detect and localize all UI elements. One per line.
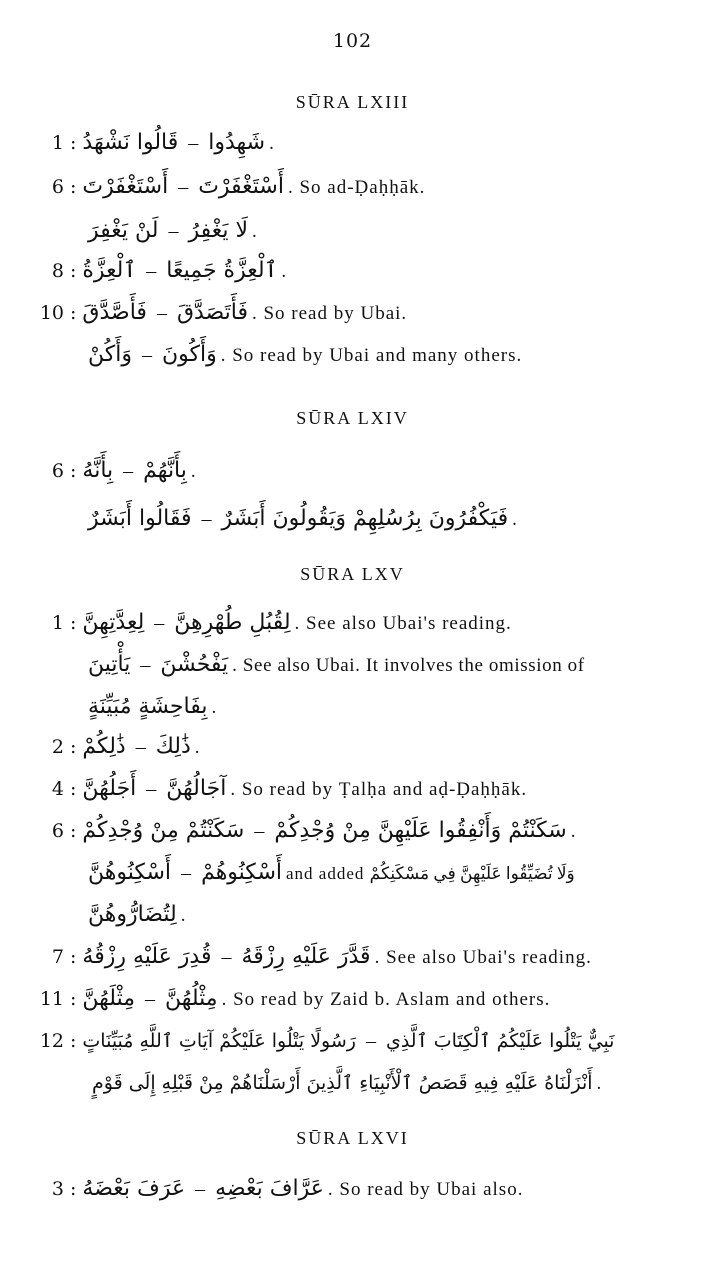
verse-number: 1 <box>51 132 64 154</box>
standard-reading: أَسْتَغْفَرْتَ <box>198 174 284 199</box>
entry-line: لَنْ يَغْفِرَ – لَا يَغْفِرُ . <box>88 218 258 243</box>
entry-note: . <box>194 737 201 758</box>
section-heading: SŪRA LXIV <box>296 408 409 428</box>
verse-number: 12 <box>39 1030 64 1052</box>
entry-line <box>92 1072 602 1095</box>
entry-note: . So ad-Ḍaḥḥāk. <box>287 177 426 198</box>
standard-reading: بِفَاحِشَةٍ مُبَيِّنَةٍ <box>88 694 208 719</box>
standard-reading: بِأَنَّهُمْ <box>143 458 187 483</box>
variant-reading: وَأَكُنْ <box>88 342 132 367</box>
standard-reading: وَأَكُونَ <box>161 342 217 367</box>
entry-line: يَأْتِينَ – يَفْحُشْنَ . See also Ubai. It involves the omission of <box>88 652 585 677</box>
verse-number: 10 <box>39 302 64 324</box>
variant-reading: رَسُولًا يَتْلُوا عَلَيْكُمْ آيَاتِ ٱللَّهِ مُبَيِّنَاتٍ <box>82 1030 356 1052</box>
entry-note: . <box>180 905 187 926</box>
entry-line: 8 : ٱلْعِزَّةُ – ٱلْعِزَّةُ جَمِيعًا . <box>28 258 287 283</box>
entry-note: . See also Ubai's reading. <box>294 613 512 634</box>
section-heading: SŪRA LXVI <box>296 1128 409 1148</box>
variant-reading: أَسْكِنُوهُنَّ <box>88 860 172 885</box>
page-number: 102 <box>332 30 373 52</box>
entry-line: 1 : قَالُوا نَشْهَدُ – شَهِدُوا . <box>28 130 275 155</box>
variant-reading: مِثْلَهُنَّ <box>82 986 135 1011</box>
variant-reading: لِعِدَّتِهِنَّ <box>82 610 145 635</box>
standard-reading: لَا يَغْفِرُ <box>188 218 248 243</box>
entry-line: فَقَالُوا أَبَشَرٌ – فَيَكْفُرُونَ بِرُسُلِهِمْ وَيَقُولُونَ أَبَشَرٌ . <box>88 506 518 531</box>
entry-line: 6 : أَسْتَغْفَرْتَ – أَسْتَغْفَرْتَ . So ad-Ḍaḥḥāk. <box>28 174 425 199</box>
standard-reading: شَهِدُوا <box>208 130 266 155</box>
verse-number: 11 <box>39 988 64 1010</box>
standard-reading: لِقُبُلِ طُهْرِهِنَّ <box>174 610 291 635</box>
verse-number: 8 <box>51 260 64 282</box>
entry-note: . <box>211 697 218 718</box>
entry-line: وَأَكُنْ – وَأَكُونَ . So read by Ubai and many others. <box>88 342 523 367</box>
variant-reading: فَأَصَّدَّقَ <box>82 300 147 325</box>
verse-number: 4 <box>51 778 64 800</box>
entry-note: . So read by Zaid b. Aslam and others. <box>221 989 551 1010</box>
variant-reading: فَقَالُوا أَبَشَرٌ <box>88 506 192 531</box>
entry-note: . So read by Ubai. <box>251 303 408 324</box>
standard-reading: آجَالُهُنَّ <box>166 776 227 801</box>
verse-number: 6 <box>51 820 64 842</box>
entry-line: 6 : بِأَنَّهُ – بِأَنَّهُمْ . <box>28 458 197 483</box>
standard-reading: أَسْكِنُوهُمْ <box>201 860 283 885</box>
entry-note: . <box>252 221 258 242</box>
standard-reading: لِتُضَارُّوهُنَّ <box>88 902 177 927</box>
standard-reading: عَرَّافَ بَعْضِهِ <box>215 1176 324 1201</box>
entry-note: . <box>570 821 577 842</box>
entry-line <box>88 694 217 719</box>
entry-note: . <box>281 261 288 282</box>
entry-line <box>88 902 186 927</box>
standard-reading: يَفْحُشْنَ <box>160 652 229 677</box>
entry-line: 2 : ذَٰلِكُمْ – ذَٰلِكَ . <box>28 734 201 759</box>
entry-note: and added وَلَا تُضَيِّقُوا عَلَيْهِنَّ فِي مَسْكَنِكُمْ <box>286 864 575 883</box>
entry-line: 1 : لِعِدَّتِهِنَّ – لِقُبُلِ طُهْرِهِنَّ . See also Ubai's reading. <box>28 610 512 635</box>
verse-number: 1 <box>51 612 64 634</box>
entry-note: . <box>190 461 197 482</box>
variant-reading: يَأْتِينَ <box>88 652 131 677</box>
variant-reading: عَرَفَ بَعْضَهُ <box>82 1176 186 1201</box>
entry-note: . <box>512 509 518 530</box>
variant-reading: أَجَلُهُنَّ <box>82 776 137 801</box>
variant-reading: قَالُوا نَشْهَدُ <box>82 130 179 155</box>
verse-number: 2 <box>51 736 64 758</box>
entry-line: 10 : فَأَصَّدَّقَ – فَأَتَصَدَّقَ . So read by Ubai. <box>16 300 407 325</box>
entry-line: 4 : أَجَلُهُنَّ – آجَالُهُنَّ . So read by Ṭalḥa and aḍ-Ḍaḥḥāk. <box>28 776 527 801</box>
standard-reading: نَبِيٌّ يَتْلُوا عَلَيْكُمُ ٱلْكِتَابَ ٱلَّذِي <box>385 1030 615 1052</box>
verse-number: 6 <box>51 460 64 482</box>
entry-note: . <box>269 133 275 154</box>
entry-line: 7 : قُدِرَ عَلَيْهِ رِزْقُهُ – قَدَّرَ عَلَيْهِ رِزْقَهُ . See also Ubai's reading. <box>28 944 592 969</box>
verse-number: 7 <box>51 946 64 968</box>
entry-note: . See also Ubai's reading. <box>374 947 592 968</box>
variant-reading: قُدِرَ عَلَيْهِ رِزْقُهُ <box>82 944 212 969</box>
standard-reading: فَيَكْفُرُونَ بِرُسُلِهِمْ وَيَقُولُونَ أَبَشَرٌ <box>221 506 509 531</box>
variant-reading: ذَٰلِكُمْ <box>82 734 126 759</box>
entry-line: 3 : عَرَفَ بَعْضَهُ – عَرَّافَ بَعْضِهِ . So read by Ubai also. <box>28 1176 523 1201</box>
entry-note: . See also Ubai. It involves the omission of <box>232 655 585 676</box>
variant-reading: لَنْ يَغْفِرَ <box>88 218 159 243</box>
verse-number: 6 <box>51 176 64 198</box>
variant-reading: أَسْتَغْفَرْتَ <box>82 174 169 199</box>
section-heading: SŪRA LXIII <box>295 92 410 112</box>
standard-reading: ٱلْعِزَّةُ جَمِيعًا <box>166 258 278 283</box>
entry-note: . So read by Ubai also. <box>327 1179 524 1200</box>
standard-reading: أَنْزَلْنَاهُ عَلَيْهِ فِيهِ قَصَصُ ٱلْأَنْبِيَاءِ ٱلَّذِينَ أَرْسَلْنَاهُمْ مِنْ قَبْلِهِ إِلَى قَوْمٍ <box>92 1072 593 1094</box>
standard-reading: مِثْلُهُنَّ <box>165 986 218 1011</box>
standard-reading: قَدَّرَ عَلَيْهِ رِزْقَهُ <box>241 944 371 969</box>
variant-reading: سَكَنْتُمْ مِنْ وُجْدِكُمْ <box>82 818 245 843</box>
entry-line: 6 : سَكَنْتُمْ مِنْ وُجْدِكُمْ – سَكَنْتُمْ وَأَنْفِقُوا عَلَيْهِنَّ مِنْ وُجْدِكُمْ . <box>28 818 577 843</box>
entry-note: . <box>596 1073 603 1094</box>
entry-line: 12 : رَسُولًا يَتْلُوا عَلَيْكُمْ آيَاتِ ٱللَّهِ مُبَيِّنَاتٍ – نَبِيٌّ يَتْلُوا عَلَيْكُمُ ٱلْكِتَابَ ٱلَّذِي <box>16 1030 614 1053</box>
entry-note: . So read by Ṭalḥa and aḍ-Ḍaḥḥāk. <box>230 779 528 800</box>
entry-line: 11 : مِثْلَهُنَّ – مِثْلُهُنَّ . So read by Zaid b. Aslam and others. <box>16 986 550 1011</box>
section-heading: SŪRA LXV <box>300 564 405 584</box>
entry-note: . So read by Ubai and many others. <box>220 345 523 366</box>
standard-reading: فَأَتَصَدَّقَ <box>176 300 248 325</box>
entry-line: أَسْكِنُوهُنَّ – أَسْكِنُوهُمْ and added وَلَا تُضَيِّقُوا عَلَيْهِنَّ فِي مَسْكَنِكُمْ <box>88 860 575 885</box>
standard-reading: سَكَنْتُمْ وَأَنْفِقُوا عَلَيْهِنَّ مِنْ وُجْدِكُمْ <box>274 818 567 843</box>
verse-number: 3 <box>51 1178 64 1200</box>
standard-reading: ذَٰلِكَ <box>155 734 191 759</box>
variant-reading: بِأَنَّهُ <box>82 458 114 483</box>
variant-reading: ٱلْعِزَّةُ <box>82 258 137 283</box>
